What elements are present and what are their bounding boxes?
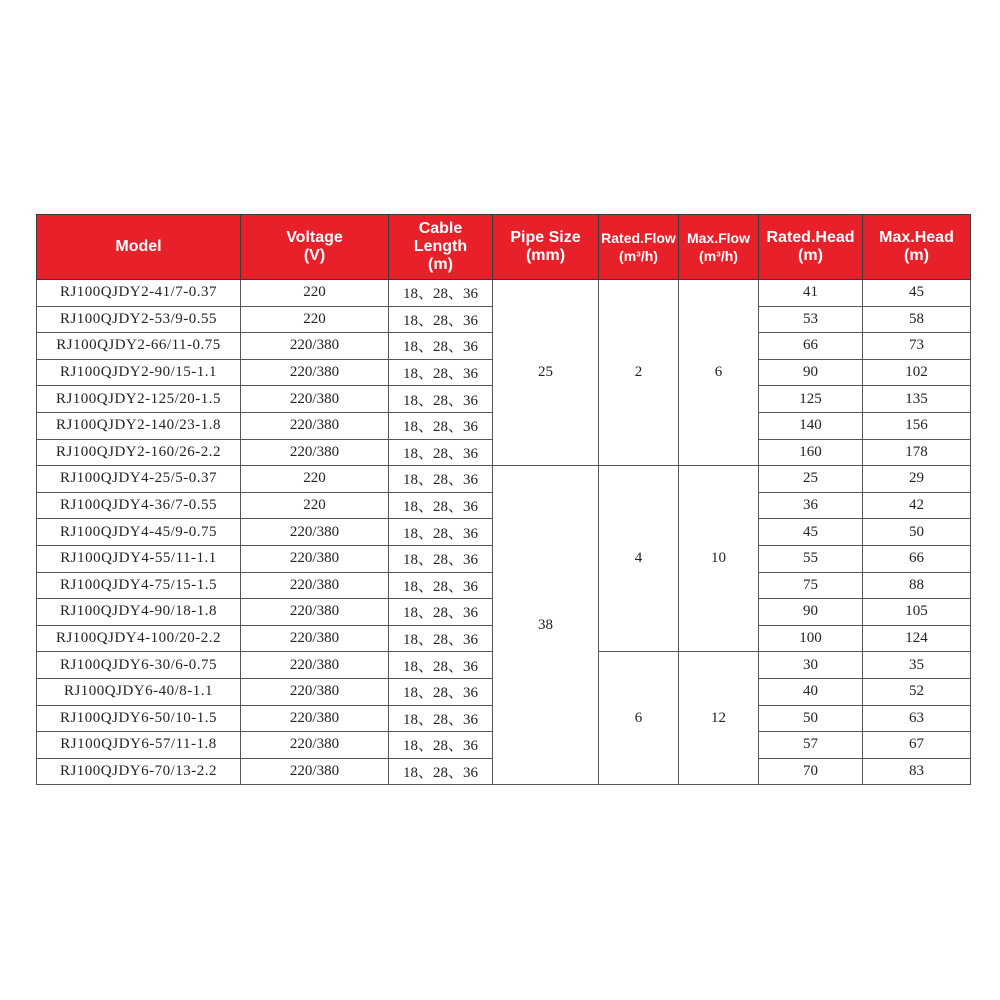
- header-model-line: Model: [115, 238, 162, 255]
- model-cell: RJ100QJDY4-45/9-0.75: [37, 519, 241, 546]
- model-cell: RJ100QJDY2-53/9-0.55: [37, 306, 241, 333]
- cable-length-cell: 18、28、36: [389, 519, 493, 546]
- model-cell: RJ100QJDY2-41/7-0.37: [37, 280, 241, 307]
- model-cell: RJ100QJDY6-40/8-1.1: [37, 678, 241, 705]
- header-pipe-size-line: (mm): [525, 247, 566, 264]
- model-cell: RJ100QJDY4-100/20-2.2: [37, 625, 241, 652]
- header-model: [37, 215, 241, 280]
- cable-length-cell: 18、28、36: [389, 439, 493, 466]
- max-head-cell: 88: [863, 572, 971, 599]
- max-head-cell: 66: [863, 545, 971, 572]
- max-head-cell: 83: [863, 758, 971, 785]
- cable-length-cell: 18、28、36: [389, 333, 493, 360]
- rated-head-cell: 50: [759, 705, 863, 732]
- cable-length-cell: 18、28、36: [389, 492, 493, 519]
- cable-length-cell: 18、28、36: [389, 732, 493, 759]
- header-rated-flow-line: (m³/h): [619, 248, 658, 264]
- model-cell: RJ100QJDY6-70/13-2.2: [37, 758, 241, 785]
- model-cell: RJ100QJDY4-36/7-0.55: [37, 492, 241, 519]
- pipe-size-cell: 38: [493, 466, 599, 785]
- rated-head-cell: 55: [759, 545, 863, 572]
- header-cable-length-line: Length: [413, 238, 468, 255]
- voltage-cell: 220/380: [241, 572, 389, 599]
- header-voltage-line: Voltage: [286, 229, 343, 246]
- voltage-cell: 220/380: [241, 386, 389, 413]
- rated-flow-cell: 2: [599, 280, 679, 466]
- header-max-flow-line: (m³/h): [699, 248, 738, 264]
- cable-length-cell: 18、28、36: [389, 599, 493, 626]
- model-cell: RJ100QJDY2-160/26-2.2: [37, 439, 241, 466]
- header-rated-head: [759, 215, 863, 280]
- header-rated-flow: [599, 215, 679, 280]
- header-max-flow-line: Max.Flow: [686, 230, 750, 246]
- rated-head-cell: 160: [759, 439, 863, 466]
- header-cable-length-line: (m): [428, 256, 453, 273]
- model-cell: RJ100QJDY2-90/15-1.1: [37, 359, 241, 386]
- voltage-cell: 220/380: [241, 705, 389, 732]
- header-rated-head-line: Rated.Head: [766, 229, 855, 246]
- voltage-cell: 220: [241, 492, 389, 519]
- max-flow-cell: 10: [679, 466, 759, 652]
- cable-length-cell: 18、28、36: [389, 466, 493, 493]
- max-flow-cell: 12: [679, 652, 759, 785]
- cable-length-cell: 18、28、36: [389, 758, 493, 785]
- voltage-cell: 220/380: [241, 519, 389, 546]
- max-head-cell: 45: [863, 280, 971, 307]
- model-cell: RJ100QJDY2-140/23-1.8: [37, 412, 241, 439]
- rated-head-cell: 30: [759, 652, 863, 679]
- max-head-cell: 63: [863, 705, 971, 732]
- rated-head-cell: 90: [759, 599, 863, 626]
- rated-head-cell: 66: [759, 333, 863, 360]
- max-head-cell: 105: [863, 599, 971, 626]
- cable-length-cell: 18、28、36: [389, 545, 493, 572]
- header-voltage-line: (V): [303, 247, 326, 264]
- voltage-cell: 220/380: [241, 625, 389, 652]
- cable-length-cell: 18、28、36: [389, 705, 493, 732]
- voltage-cell: 220/380: [241, 652, 389, 679]
- cable-length-cell: 18、28、36: [389, 412, 493, 439]
- header-max-flow: [679, 215, 759, 280]
- model-cell: RJ100QJDY4-75/15-1.5: [37, 572, 241, 599]
- voltage-cell: 220/380: [241, 439, 389, 466]
- rated-flow-cell: 6: [599, 652, 679, 785]
- max-head-cell: 35: [863, 652, 971, 679]
- model-cell: RJ100QJDY4-90/18-1.8: [37, 599, 241, 626]
- cable-length-cell: 18、28、36: [389, 572, 493, 599]
- cable-length-cell: 18、28、36: [389, 386, 493, 413]
- header-rated-head-line: (m): [798, 247, 823, 264]
- max-head-cell: 52: [863, 678, 971, 705]
- rated-head-cell: 140: [759, 412, 863, 439]
- max-head-cell: 178: [863, 439, 971, 466]
- table-row: [37, 280, 971, 307]
- model-cell: RJ100QJDY6-50/10-1.5: [37, 705, 241, 732]
- rated-head-cell: 100: [759, 625, 863, 652]
- model-cell: RJ100QJDY2-125/20-1.5: [37, 386, 241, 413]
- header-pipe-size-line: Pipe Size: [510, 229, 581, 246]
- voltage-cell: 220/380: [241, 758, 389, 785]
- rated-head-cell: 70: [759, 758, 863, 785]
- table-row: [37, 466, 971, 493]
- rated-head-cell: 45: [759, 519, 863, 546]
- header-pipe-size: [493, 215, 599, 280]
- header-row: [37, 215, 971, 280]
- header-rated-flow-line: Rated.Flow: [601, 230, 676, 246]
- max-head-cell: 67: [863, 732, 971, 759]
- pump-spec-table: [36, 214, 971, 785]
- header-max-head: [863, 215, 971, 280]
- rated-head-cell: 40: [759, 678, 863, 705]
- max-head-cell: 73: [863, 333, 971, 360]
- model-cell: RJ100QJDY6-57/11-1.8: [37, 732, 241, 759]
- rated-head-cell: 25: [759, 466, 863, 493]
- header-max-head-line: (m): [904, 247, 929, 264]
- cable-length-cell: 18、28、36: [389, 678, 493, 705]
- cable-length-cell: 18、28、36: [389, 359, 493, 386]
- cable-length-cell: 18、28、36: [389, 280, 493, 307]
- rated-head-cell: 125: [759, 386, 863, 413]
- voltage-cell: 220/380: [241, 678, 389, 705]
- rated-head-cell: 53: [759, 306, 863, 333]
- voltage-cell: 220/380: [241, 545, 389, 572]
- rated-head-cell: 75: [759, 572, 863, 599]
- header-max-head-line: Max.Head: [879, 229, 954, 246]
- voltage-cell: 220/380: [241, 599, 389, 626]
- max-head-cell: 156: [863, 412, 971, 439]
- model-cell: RJ100QJDY2-66/11-0.75: [37, 333, 241, 360]
- max-head-cell: 58: [863, 306, 971, 333]
- pipe-size-cell: 25: [493, 280, 599, 466]
- max-head-cell: 135: [863, 386, 971, 413]
- max-flow-cell: 6: [679, 280, 759, 466]
- cable-length-cell: 18、28、36: [389, 306, 493, 333]
- voltage-cell: 220/380: [241, 412, 389, 439]
- max-head-cell: 124: [863, 625, 971, 652]
- model-cell: RJ100QJDY4-25/5-0.37: [37, 466, 241, 493]
- model-cell: RJ100QJDY4-55/11-1.1: [37, 545, 241, 572]
- rated-head-cell: 36: [759, 492, 863, 519]
- rated-head-cell: 57: [759, 732, 863, 759]
- cable-length-cell: 18、28、36: [389, 652, 493, 679]
- table-header: [37, 215, 971, 280]
- max-head-cell: 42: [863, 492, 971, 519]
- max-head-cell: 50: [863, 519, 971, 546]
- max-head-cell: 102: [863, 359, 971, 386]
- rated-flow-cell: 4: [599, 466, 679, 652]
- voltage-cell: 220/380: [241, 359, 389, 386]
- header-voltage: [241, 215, 389, 280]
- rated-head-cell: 90: [759, 359, 863, 386]
- rated-head-cell: 41: [759, 280, 863, 307]
- table-body: [37, 280, 971, 785]
- voltage-cell: 220/380: [241, 333, 389, 360]
- voltage-cell: 220/380: [241, 732, 389, 759]
- header-cable-length: [389, 215, 493, 280]
- model-cell: RJ100QJDY6-30/6-0.75: [37, 652, 241, 679]
- voltage-cell: 220: [241, 466, 389, 493]
- voltage-cell: 220: [241, 306, 389, 333]
- cable-length-cell: 18、28、36: [389, 625, 493, 652]
- voltage-cell: 220: [241, 280, 389, 307]
- max-head-cell: 29: [863, 466, 971, 493]
- header-cable-length-line: Cable: [418, 220, 463, 237]
